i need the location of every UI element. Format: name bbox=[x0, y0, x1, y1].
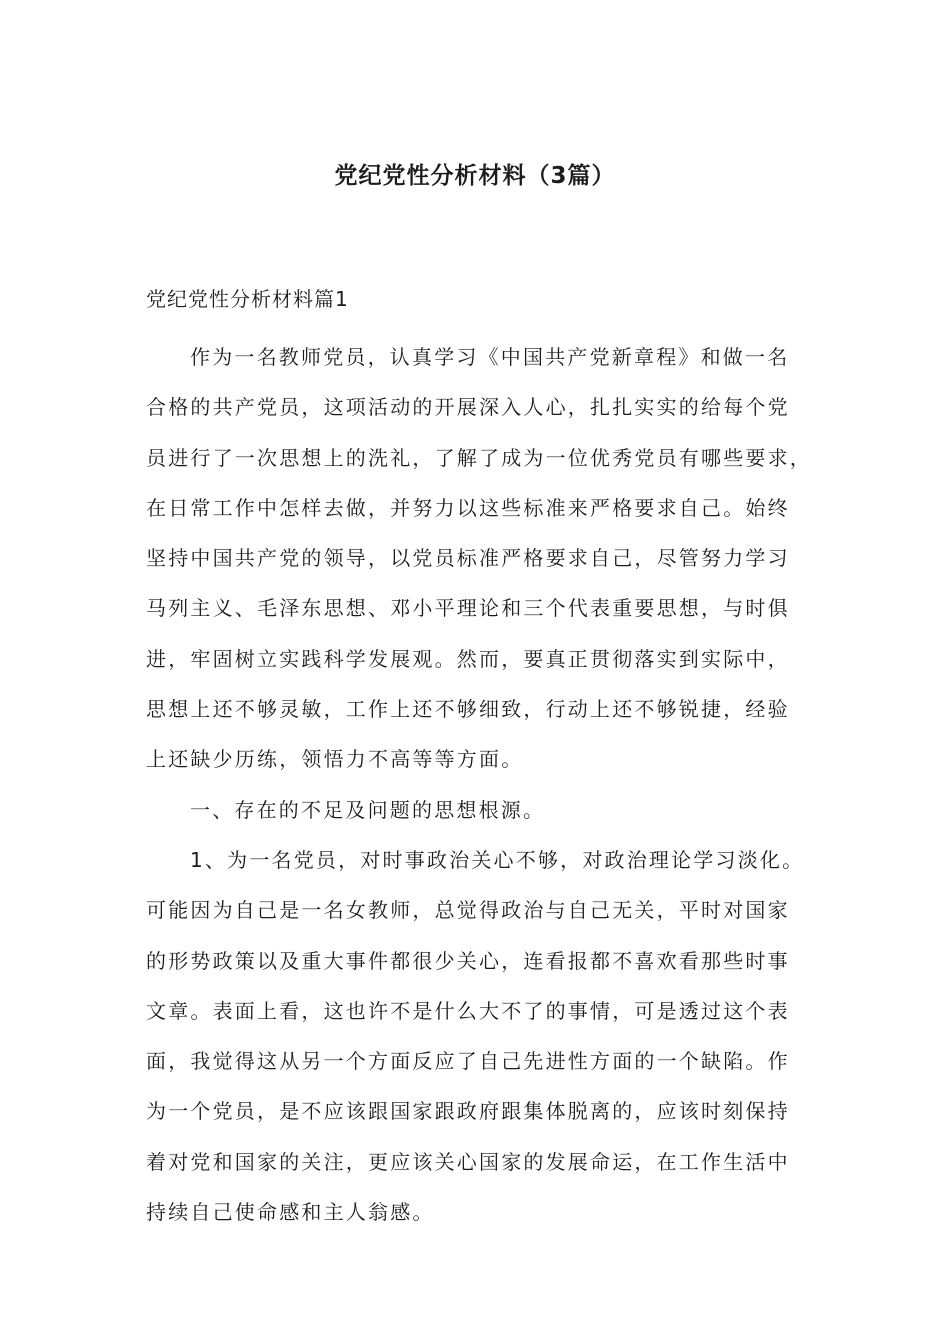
section-heading: 党纪党性分析材料篇1 bbox=[146, 287, 349, 311]
paragraph-line: 坚持中国共产党的领导，以党员标准严格要求自己，尽管努力学习 bbox=[146, 546, 790, 571]
paragraph-line: 着对党和国家的关注，更应该关心国家的发展命运，在工作生活中 bbox=[146, 1149, 790, 1174]
document-title: 党纪党性分析材料（3篇） bbox=[334, 163, 616, 189]
paragraph-line: 的形势政策以及重大事件都很少关心，连看报都不喜欢看那些时事 bbox=[146, 948, 790, 973]
paragraph-line: 思想上还不够灵敏，工作上还不够细致，行动上还不够锐捷，经验 bbox=[146, 697, 790, 722]
paragraph-line: 进，牢固树立实践科学发展观。然而，要真正贯彻落实到实际中， bbox=[146, 646, 790, 671]
paragraph-line: 1、为一名党员，对时事政治关心不够，对政治理论学习淡化。 bbox=[190, 847, 805, 872]
paragraph-line: 为一个党员，是不应该跟国家跟政府跟集体脱离的，应该时刻保持 bbox=[146, 1099, 790, 1124]
paragraph-line: 合格的共产党员，这项活动的开展深入人心，扎扎实实的给每个党 bbox=[146, 395, 790, 420]
paragraph-line: 文章。表面上看，这也许不是什么大不了的事情，可是透过这个表 bbox=[146, 998, 790, 1023]
paragraph-line: 持续自己使命感和主人翁感。 bbox=[146, 1200, 435, 1225]
paragraph-line: 在日常工作中怎样去做，并努力以这些标准来严格要求自己。始终 bbox=[146, 495, 790, 520]
paragraph-line: 可能因为自己是一名女教师，总觉得政治与自己无关，平时对国家 bbox=[146, 898, 790, 923]
paragraph-line: 马列主义、毛泽东思想、邓小平理论和三个代表重要思想，与时俱 bbox=[146, 596, 790, 621]
document-body bbox=[146, 332, 826, 1237]
paragraph-line: 作为一名教师党员，认真学习《中国共产党新章程》和做一名 bbox=[190, 345, 790, 369]
subsection-heading: 一、存在的不足及问题的思想根源。 bbox=[190, 797, 546, 822]
paragraph-line: 上还缺少历练，领悟力不高等等方面。 bbox=[146, 747, 524, 772]
paragraph-line: 员进行了一次思想上的洗礼，了解了成为一位优秀党员有哪些要求， bbox=[146, 445, 812, 470]
paragraph-line: 面，我觉得这从另一个方面反应了自己先进性方面的一个缺陷。作 bbox=[146, 1049, 790, 1074]
